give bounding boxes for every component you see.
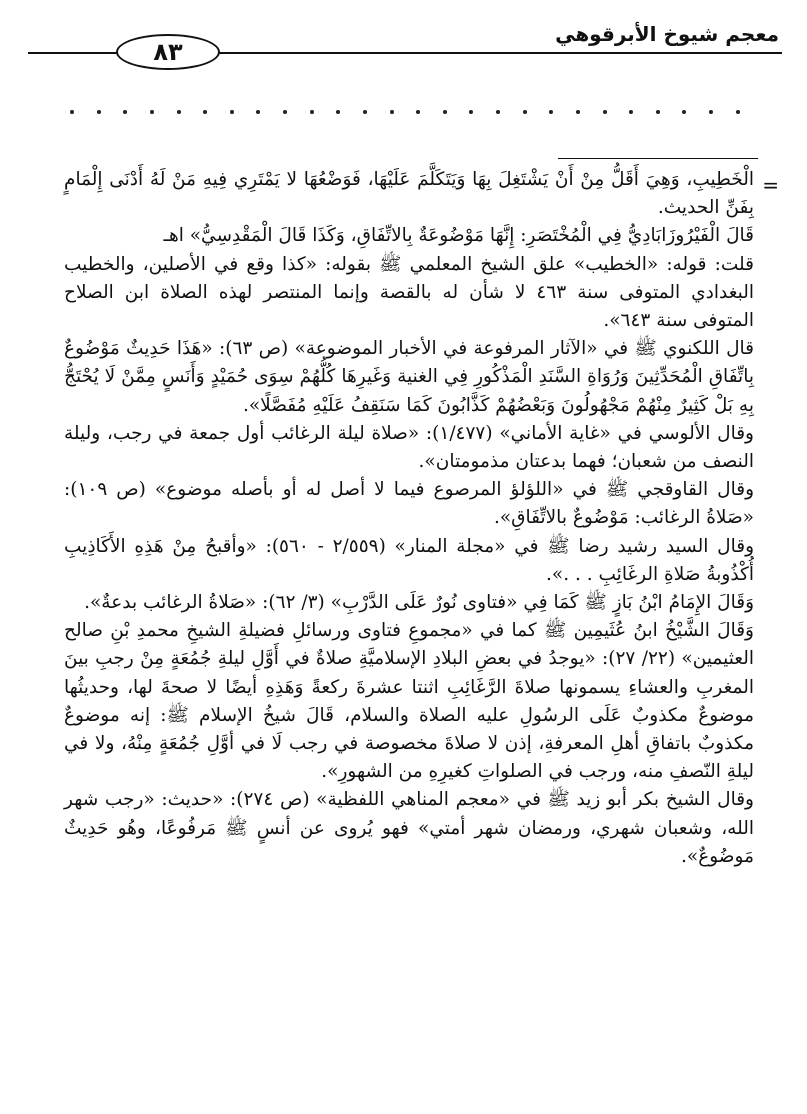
paragraph: وَقَالَ الشَّيْخُ ابنُ عُثَيمِين ﷺ كما في «مجموعِ فتاوى ورسائلِ فضيلةِ الشيخِ محمدِ بْنِ صالح العثيمين» (٢٢/ ٢٧): «يوجدُ في بعضِ البلادِ الإسلاميَّةِ صلاةٌ في أَوَّلِ ليلةِ جُمُعَةٍ مِنْ رجبِ بينَ المغربِ والعشاءِ يسمونها صلاةَ الرَّغَائِبِ اثنتا عشرةَ ركعةً وَهَذِهِ أيضًا لا صحةَ لها، وحديثُها موضوعٌ مكذوبٌ عَلَى الرسُولِ عليه الصلاة والسلام، قَالَ شيخُ الإسلام ﷺ: إنه موضوعٌ مكذوبٌ باتفاقِ أهلِ المعرفةِ، إذن لا صلاةَ مخصوصة في رجب لَا في أوَّلِ جُمُعَةٍ مِنْهُ، ولا في ليلةِ النّصفِ منه، ورجب في الصلواتِ كغيرِهِ من الشهورِ». (64, 620, 754, 783)
paragraph: وقال القاوقجي ﷺ في «اللؤلؤ المرصوع فيما لا أصل له أو بأصله موضوع» (ص ١٠٩): «صَلاةُ الرغائب: مَوْضُوعٌ بالاتِّفَاقِ». (64, 479, 754, 529)
footnote-continuation-mark: = (762, 173, 779, 197)
dotted-separator (70, 110, 740, 114)
book-title: معجم شيوخ الأبرقوهي (555, 22, 779, 46)
paragraph: وَقَالَ الإِمَامُ ابْنُ بَازٍ ﷺ كَمَا فِي «فتاوى نُورٌ عَلَى الدَّرْبِ» (٣/ ٦٢): «صَلاةُ الرغائب بدعةٌ». (84, 592, 754, 614)
paragraph: قَالَ الْفَيْرُوزَابَادِيُّ فِي الْمُخْتَصَرِ: إِنَّهَا مَوْضُوعَةٌ بِالاتِّفَاقِ، وَكَذَا قَالَ الْمَقْدِسِيُّ» اهـ (163, 225, 754, 247)
paragraph: وقال الشيخ بكر أبو زيد ﷺ في «معجم المناهي اللفظية» (ص ٢٧٤): «حديث: «رجب شهر الله، وشعبان شهري، ورمضان شهر أمتي» فهو يُروى عن أنسٍ ﷺ مَرفُوعًا، وهُو حَدِيثٌ مَوضُوعٌ». (64, 789, 754, 867)
footnote-body (64, 166, 754, 871)
paragraph: الْخَطِيبِ، وَهِيَ أَقَلُّ مِنْ أَنْ يَشْتَغِلَ بِهَا وَيَتَكَلَّمَ عَلَيْهَا، فَوَضْعُهَا لا يَمْتَرِي فِيهِ مَنْ لَهُ أَدْنَى إِلْمَامٍ بِفَنِّ الحديث. (64, 169, 754, 219)
paragraph: قال اللكنوي ﷺ في «الآثار المرفوعة في الأخبار الموضوعة» (ص ٦٣): «هَذَا حَدِيثٌ مَوْضُوعٌ بِاتِّفَاقِ الْمُحَدِّثِينَ وَرُوَاةِ السَّنَدِ الْمَذْكُورِ فِي الغنية وَغَيرِهَا كُلُّهُمْ سِوَى حُمَيْدٍ وَأَنَسٍ مِمَّنْ لَا يُحْتَجُّ بِهِ بَلْ كَثِيرٌ مِنْهُمْ مَجْهُولُونَ وَبَعْضُهُمْ كَذَّابُونَ كَمَا سَنَقِفُ عَلَيْهِ مُفَصَّلًا». (64, 338, 754, 416)
paragraph: قلت: قوله: «الخطيب» علق الشيخ المعلمي ﷺ بقوله: «كذا وقع في الأصلين، والخطيب البغدادي المتوفى سنة ٤٦٣ لا شأن له بالقصة وإنما المنتصر لهذه الصلاة ابن الصلاح المتوفى سنة ٦٤٣». (64, 253, 754, 332)
paragraph: وقال الألوسي في «غاية الأماني» (١/٤٧٧): «صلاة ليلة الرغائب أول جمعة في رجب، وليلة النصف من شعبان؛ فهما بدعتان مذمومتان». (64, 422, 754, 473)
paragraph: وقال السيد رشيد رضا ﷺ في «مجلة المنار» (٢/٥٥٩ - ٥٦٠): «وأقبحُ مِنْ هَذِهِ الأَكَاذِيبِ أُكْذُوبةُ صَلاةِ الرغَائِبِ . . .». (64, 535, 754, 585)
page-number: ٨٣ (116, 34, 220, 70)
footnote-rule (558, 158, 758, 159)
